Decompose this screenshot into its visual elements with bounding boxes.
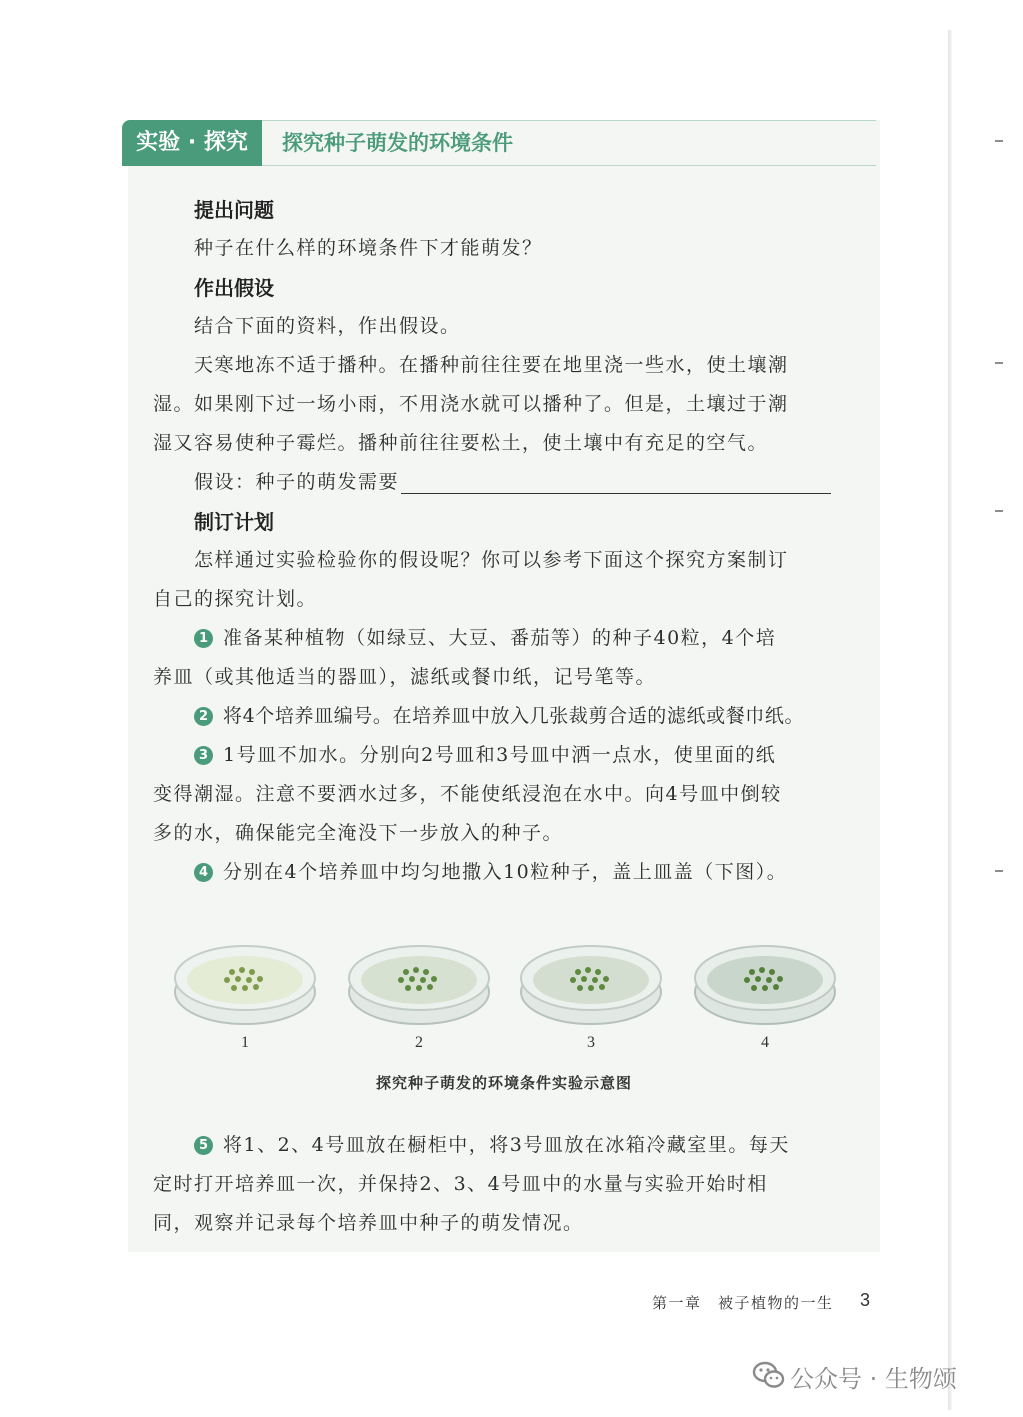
header-title: 探究种子萌发的环境条件 <box>282 131 513 155</box>
watermark-text: 公众号 · 生物颂 <box>790 1365 957 1393</box>
figure-caption: 探究种子萌发的环境条件实验示意图 <box>375 1074 632 1092</box>
heading-plan: 制订计划 <box>194 510 274 534</box>
dish-label: 2 <box>415 1034 423 1051</box>
step-text: 多的水，确保能完全淹没下一步放入的种子。 <box>153 822 564 844</box>
hypothesis-prompt-label: 假设：种子的萌发需要 <box>194 471 400 493</box>
plan-intro-line: 自己的探究计划。 <box>153 588 318 610</box>
material-line: 湿又容易使种子霉烂。播种前往往要松土，使土壤中有充足的空气。 <box>153 432 769 454</box>
header-tag: 实验 · 探究 <box>122 120 262 166</box>
material-line: 天寒地冻不适于播种。在播种前往往要在地里浇一些水，使土壤潮 <box>194 354 789 376</box>
step-text: 定时打开培养皿一次，并保持2、3、4号皿中的水量与实验开始时相 <box>153 1173 768 1195</box>
edge-mark <box>995 870 1003 872</box>
edge-mark <box>995 140 1003 142</box>
step-number-badge: 2 <box>194 707 213 726</box>
petri-dish-image <box>344 930 494 1030</box>
dish-label: 3 <box>587 1034 595 1051</box>
step-text: 准备某种植物（如绿豆、大豆、番茄等）的种子40粒，4个培 <box>223 627 777 649</box>
dish-label: 1 <box>241 1034 249 1051</box>
chapter-footer: 第一章 被子植物的一生 <box>652 1294 834 1312</box>
heading-hypothesis: 作出假设 <box>194 276 274 300</box>
step-number-badge: 1 <box>194 629 213 648</box>
step-number-badge: 3 <box>194 746 213 765</box>
edge-mark <box>995 362 1003 364</box>
step-text: 养皿（或其他适当的器皿），滤纸或餐巾纸，记号笔等。 <box>153 666 657 688</box>
plan-intro-line: 怎样通过实验检验你的假设呢？你可以参考下面这个探究方案制订 <box>194 549 789 571</box>
hypothesis-intro: 结合下面的资料，作出假设。 <box>194 315 461 337</box>
step-text: 将1、2、4号皿放在橱柜中，将3号皿放在冰箱冷藏室里。每天 <box>223 1134 790 1156</box>
step-text: 变得潮湿。注意不要洒水过多，不能使纸浸泡在水中。向4号皿中倒较 <box>153 783 782 805</box>
step-text: 同，观察并记录每个培养皿中种子的萌发情况。 <box>153 1212 584 1234</box>
question-text: 种子在什么样的环境条件下才能萌发？ <box>194 237 543 259</box>
wechat-icon <box>752 1361 786 1389</box>
step-number-badge: 4 <box>194 863 213 882</box>
page-number: 3 <box>860 1290 871 1310</box>
heading-question: 提出问题 <box>194 198 274 222</box>
page-edge <box>948 30 952 1410</box>
step-text: 1号皿不加水。分别向2号皿和3号皿中洒一点水，使里面的纸 <box>223 744 777 766</box>
step-2 <box>194 701 804 728</box>
step-text: 分别在4个培养皿中均匀地撒入10粒种子，盖上皿盖（下图）。 <box>223 861 788 883</box>
step-3 <box>194 740 776 767</box>
hypothesis-prompt <box>194 467 831 494</box>
step-1 <box>194 623 776 650</box>
step-4 <box>194 857 787 884</box>
step-number-badge: 5 <box>194 1136 213 1155</box>
petri-dish-image <box>170 930 320 1030</box>
petri-dish-image <box>690 930 840 1030</box>
step-5 <box>194 1130 790 1157</box>
hypothesis-blank[interactable] <box>401 473 831 494</box>
section-header <box>122 120 876 166</box>
dish-label: 4 <box>761 1034 769 1051</box>
step-text: 将4个培养皿编号。在培养皿中放入几张裁剪合适的滤纸或餐巾纸。 <box>223 705 805 727</box>
petri-dish-image <box>516 930 666 1030</box>
material-line: 湿。如果刚下过一场小雨，不用浇水就可以播种了。但是，土壤过于潮 <box>153 393 789 415</box>
edge-mark <box>995 510 1003 512</box>
